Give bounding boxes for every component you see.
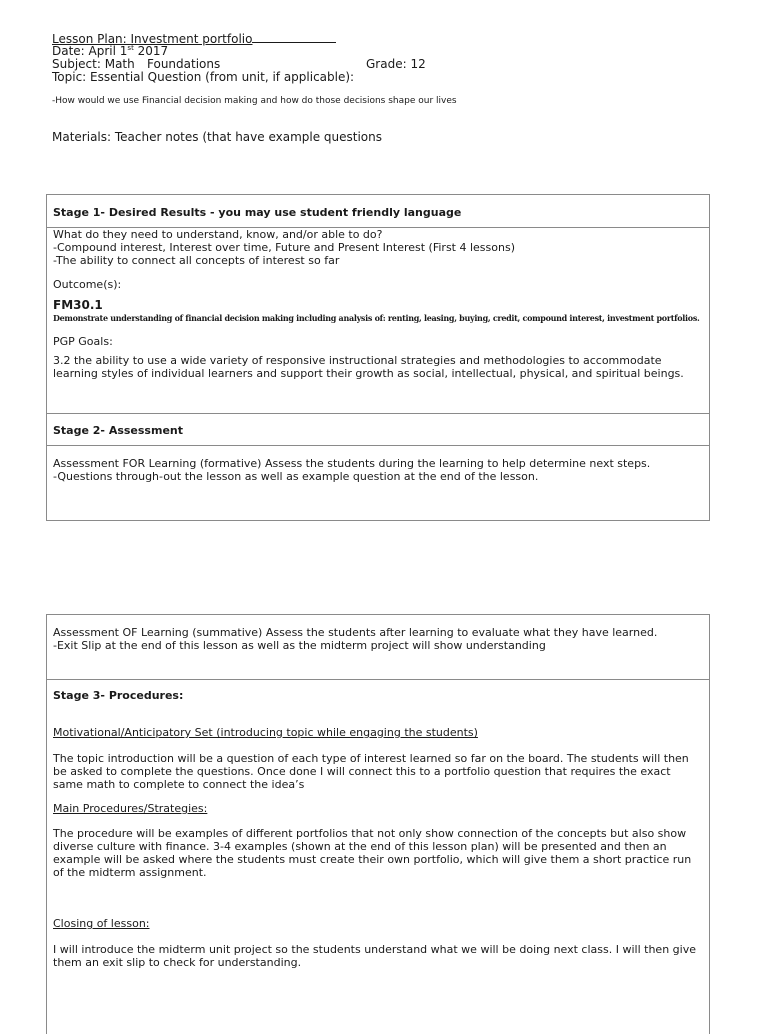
date-year: 2017 (133, 44, 169, 58)
stage-table-part2 (46, 614, 710, 1034)
topic-row (52, 71, 712, 84)
stage1-intro: What do they need to understand, know, and/or able to do? (53, 228, 383, 241)
divider (47, 413, 709, 414)
main-procedures-text: The procedure will be examples of different portfolios that not only show connection of the concepts but also show diverse culture with finance. 3-4 examples (shown at the end of this lesson plan) will be presented and then an example will be asked where the students must create their own portfolio, which will give them a short practice run of the midterm assignment. (53, 827, 692, 879)
subject-label: Subject: Math (52, 57, 135, 71)
topic-label: Topic: Essential Question (from unit, if applicable): (52, 70, 355, 84)
divider (47, 679, 709, 680)
subject-course: Foundations (147, 57, 221, 71)
assessment-of-learning (47, 626, 709, 652)
stage3-heading (47, 689, 709, 702)
outcome-code: FM30.1 (53, 298, 103, 312)
outcome-description (47, 313, 709, 323)
stage1-point1: -Compound interest, Interest over time, Future and Present Interest (First 4 lessons) (53, 241, 515, 254)
outcome-label: Outcome(s): (53, 278, 122, 291)
stage2-heading-text: Stage 2- Assessment (53, 424, 183, 437)
stage-table-part1 (46, 194, 710, 521)
motivational-heading: Motivational/Anticipatory Set (introducing topic while engaging the students) (53, 726, 478, 739)
motivational-text: The topic introduction will be a question of each type of interest learned so far on the board. The students will then be asked to complete the questions. Once done I will connect this to a portfolio question that requires the exact same math to complete to connect the idea’s (53, 752, 689, 791)
lesson-header (52, 32, 712, 84)
closing-text: I will introduce the midterm unit project so the students understand what we will be doing next class. I will then give them an exit slip to check for understanding. (53, 943, 696, 969)
for-learning-text: Assessment FOR Learning (formative) Assess the students during the learning to help determine next steps. (53, 457, 651, 470)
for-learning-detail: -Questions through-out the lesson as well as example question at the end of the lesson. (53, 470, 539, 483)
assessment-for-learning (47, 457, 709, 483)
of-learning-detail: -Exit Slip at the end of this lesson as well as the midterm project will show understanding (53, 639, 546, 652)
title-underline (252, 32, 336, 43)
date-ordinal: st (127, 44, 134, 52)
pgp-label: PGP Goals: (53, 335, 113, 348)
of-learning-text: Assessment OF Learning (summative) Assess the students after learning to evaluate what they have learned. (53, 626, 658, 639)
stage3-heading-text: Stage 3- Procedures: (53, 689, 184, 702)
main-procedures-heading: Main Procedures/Strategies: (53, 802, 208, 815)
stage1-heading-text: Stage 1- Desired Results - you may use student friendly language (53, 206, 462, 219)
closing-heading: Closing of lesson: (53, 917, 150, 930)
outcome-desc-rest: : renting, leasing, buying, credit, compound interest, investment portfolios. (382, 313, 700, 323)
grade-label: Grade: 12 (366, 57, 426, 71)
essential-question: -How would we use Financial decision making and how do those decisions shape our lives (52, 96, 457, 106)
materials-line: Materials: Teacher notes (that have example questions (52, 130, 383, 144)
stage1-body (47, 228, 709, 267)
divider (47, 445, 709, 446)
stage1-heading (47, 206, 709, 219)
stage2-heading (47, 424, 709, 437)
stage1-point2: -The ability to connect all concepts of interest so far (53, 254, 340, 267)
outcome-desc-bold: Demonstrate understanding of financial decision making including analysis of (53, 313, 383, 323)
pgp-text: 3.2 the ability to use a wide variety of responsive instructional strategies and methodologies to accommodate learning styles of individual learners and support their growth as social, intellectual, physical, and spiritual beings. (53, 354, 684, 380)
lesson-title: Lesson Plan: Investment portfolio (52, 32, 253, 46)
date-label: Date: April 1 (52, 44, 128, 58)
